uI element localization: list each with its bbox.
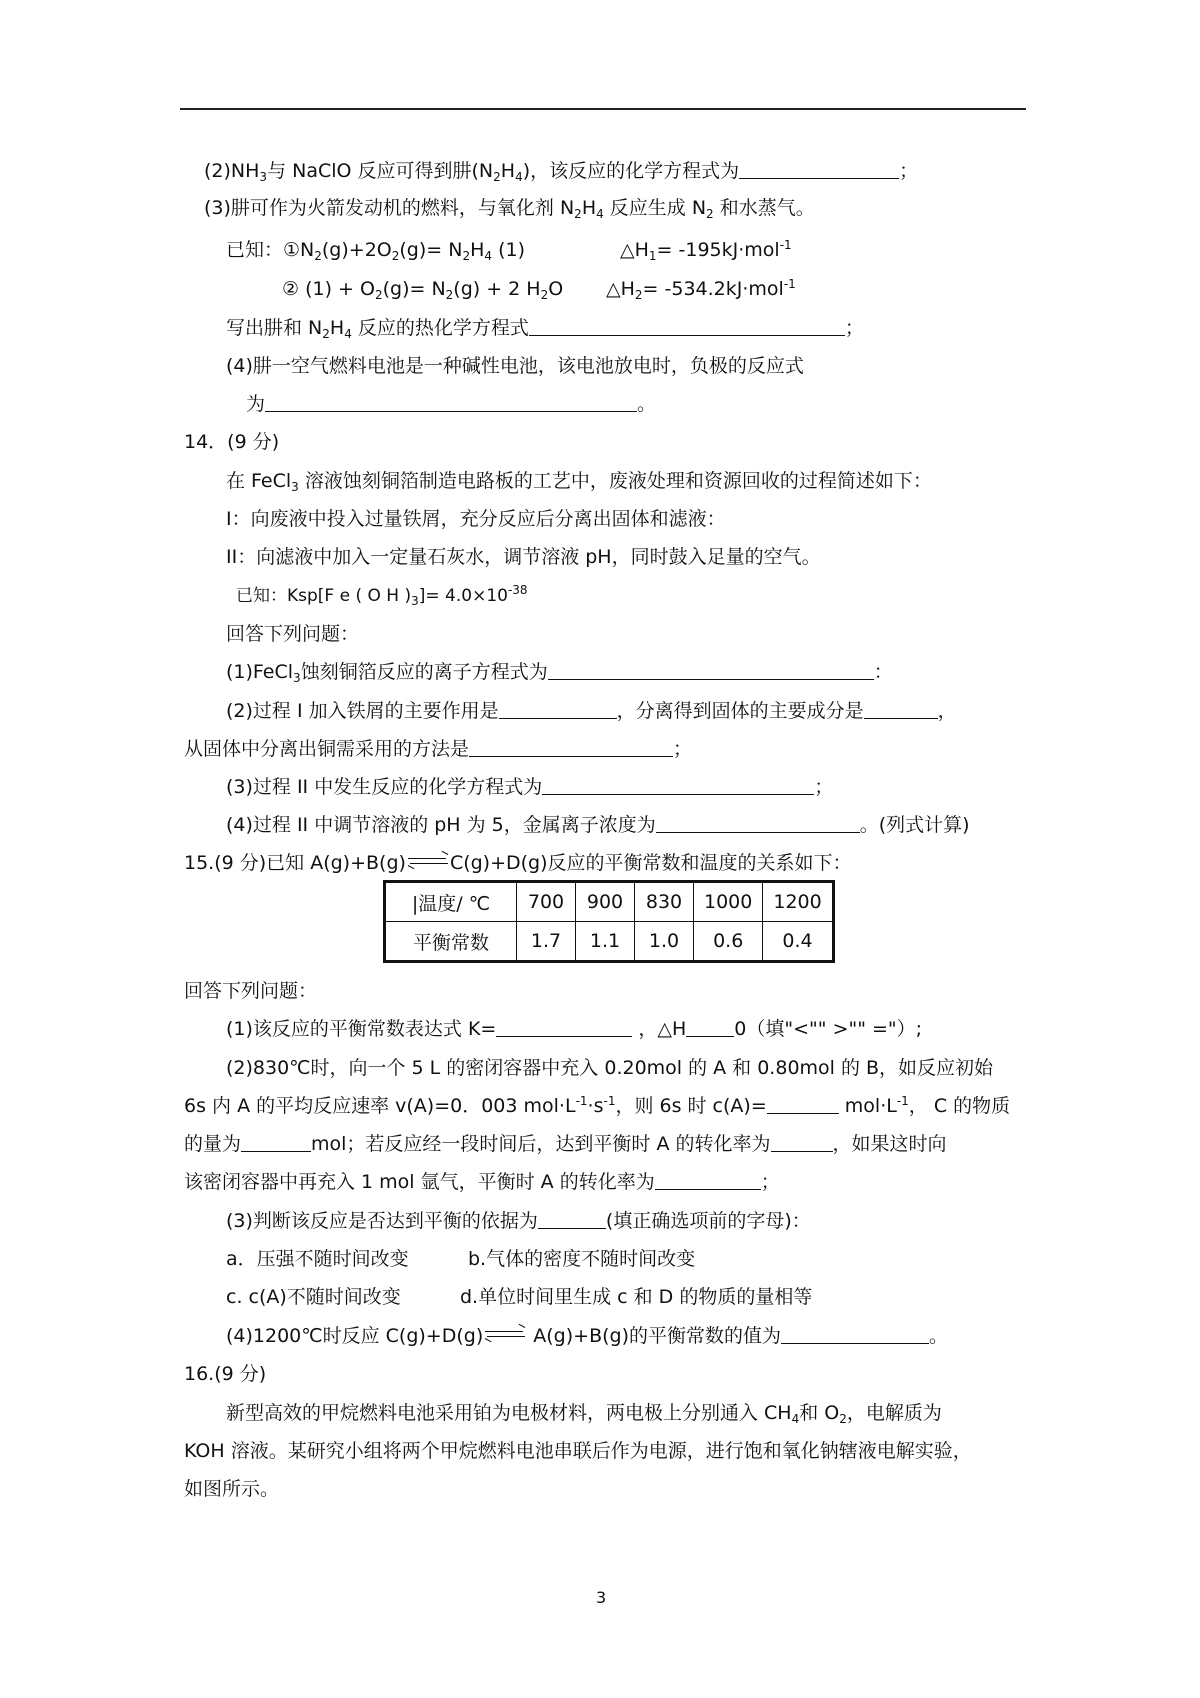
q16-line1: 新型高效的甲烷燃料电池采用铂为电极材料，两电极上分别通入 $CH_4$和 $O_2$，电解质为: [226, 1402, 942, 1426]
answer-blank[interactable]: [656, 814, 860, 833]
q13-part3: (3)肼可作为火箭发动机的燃料，与氧化剂 $N_2H_4$ 反应生成 $N_2$ 和水蒸气。: [204, 197, 815, 221]
q13-dh1: $\triangle H_1= -195kJ\cdot mol^{-1}$: [620, 238, 792, 263]
table-row: [385, 922, 834, 962]
table-cell: |温度/ ℃: [385, 882, 517, 922]
q14-part3: (3)过程 II 中发生反应的化学方程式为 ；: [226, 776, 834, 798]
table-cell: 0.6: [694, 922, 763, 962]
answer-blank[interactable]: [496, 1018, 632, 1037]
q14-heading: 14．(9 分): [184, 431, 280, 453]
table-cell: 900: [576, 882, 635, 922]
equilibrium-arrow-icon: [485, 1328, 525, 1340]
q14-step2: II：向滤液中加入一定量石灰水，调节溶液 pH，同时鼓入足量的空气。: [226, 546, 821, 568]
answer-blank[interactable]: [767, 1095, 839, 1114]
table-cell: 1200: [763, 882, 833, 922]
table-cell: 700: [517, 882, 576, 922]
q14-intro: 在 FeCl$_3$ 溶液蚀刻铜箔制造电路板的工艺中，废液处理和资源回收的过程简述如下：: [226, 470, 932, 494]
answer-blank[interactable]: [469, 738, 673, 757]
equilibrium-arrow-icon: [408, 855, 448, 867]
table-cell: 平衡常数: [385, 922, 517, 962]
q15-heading: 15.(9 分)已知 A(g)+B(g) C(g)+D(g)反应的平衡常数和温度的关系如下：: [184, 852, 852, 874]
q14-part1: (1)FeCl$_3$蚀刻铜箔反应的离子方程式为 ：: [226, 661, 893, 685]
answer-blank[interactable]: [864, 700, 938, 719]
answer-blank[interactable]: [771, 1133, 833, 1152]
page-number: 3: [596, 1588, 607, 1607]
answer-blank[interactable]: [529, 317, 845, 336]
equilibrium-constant-table: [383, 880, 835, 963]
q14-part2-line2: 从固体中分离出铜需采用的方法是 ；: [184, 738, 693, 760]
q13-part4: (4)肼一空气燃料电池是一种碱性电池，该电池放电时，负极的反应式: [226, 355, 804, 377]
q15-part2-line1: (2)830℃时，向一个 5 L 的密闭容器中充入 0.20mol 的 A 和 0.80mol 的 B，如反应初始: [226, 1057, 994, 1079]
q15-part2-line4: 该密闭容器中再充入 1 mol 氩气，平衡时 A 的转化率为 ；: [184, 1171, 780, 1193]
table-cell: 1000: [694, 882, 763, 922]
answer-blank[interactable]: [781, 1325, 929, 1344]
q16-line2: KOH 溶液。某研究小组将两个甲烷燃料电池串联后作为电源，进行饱和氧化钠辖液电解实验，: [184, 1440, 972, 1462]
answer-blank[interactable]: [548, 661, 874, 680]
q15-option-c: c. c(A)不随时间改变: [226, 1286, 401, 1308]
q15-part2-line3: 的量为 mol；若反应经一段时间后，达到平衡时 A 的转化率为 ，如果这时向: [184, 1133, 947, 1155]
q15-option-d: d.单位时间里生成 c 和 D 的物质的量相等: [460, 1286, 813, 1308]
answer-blank[interactable]: [686, 1018, 734, 1037]
table-cell: 1.1: [576, 922, 635, 962]
q15-part1: (1)该反应的平衡常数表达式 K= ，△H 0（填"<"" >"" ="）;: [226, 1018, 923, 1040]
q14-part4: (4)过程 II 中调节溶液的 pH 为 5，金属离子浓度为 。(列式计算): [226, 814, 970, 836]
q14-answer: 回答下列问题：: [226, 623, 360, 645]
q14-ksp: 已知：Ksp[F e ( O H )$_3]= 4.0\times 10^{-38}$: [236, 583, 528, 608]
q14-step1: I：向废液中投入过量铁屑，充分反应后分离出固体和滤液：: [226, 508, 726, 530]
answer-blank[interactable]: [265, 393, 637, 412]
answer-blank[interactable]: [655, 1171, 761, 1190]
q15-part4: (4)1200℃时反应 C(g)+D(g) A(g)+B(g)的平衡常数的值为 。: [226, 1325, 949, 1347]
answer-blank[interactable]: [542, 776, 814, 795]
answer-blank[interactable]: [739, 160, 899, 179]
q13-part2: $(2)NH_3$与 NaClO 反应可得到肼$(N_2H_4)$，该反应的化学方程式为 ；: [204, 160, 919, 184]
q13-known-2: ② $(1) + O_2(g)= N_2(g) + 2$ $H_2O$: [282, 278, 564, 302]
table-cell: 1.0: [635, 922, 694, 962]
q15-part3: (3)判断该反应是否达到平衡的依据为 (填正确选项前的字母)：: [226, 1210, 811, 1232]
q15-answer: 回答下列问题：: [184, 980, 318, 1002]
table-cell: 1.7: [517, 922, 576, 962]
table-cell: 0.4: [763, 922, 833, 962]
q13-dh2: $\triangle H_2= -534.2kJ\cdot mol^{-1}$: [606, 277, 796, 302]
table-cell: 830: [635, 882, 694, 922]
q13-part4-line2: 为 。: [246, 393, 657, 415]
q15-option-a: a．压强不随时间改变: [226, 1248, 409, 1270]
q15-part2-line2: 6s 内 A 的平均反应速率 v(A)=0．003 $mol\cdot L^{-1}\cdot s^{-1}$，则 6s 时 $c(A)= mol\cdot L^{-1}$， C 的物质: [184, 1094, 1011, 1117]
answer-blank[interactable]: [241, 1133, 311, 1152]
q16-line3: 如图所示。: [184, 1478, 280, 1500]
q16-heading: 16.(9 分): [184, 1363, 267, 1385]
q13-known-1: 已知：$①N_2(g)+2O_2(g)= N_2H_4$ (1): [226, 239, 525, 263]
answer-blank[interactable]: [538, 1210, 606, 1229]
q13-write-equation: 写出肼和 $N_2H_4$ 反应的热化学方程式 ；: [226, 317, 864, 341]
q15-option-b: b.气体的密度不随时间改变: [468, 1248, 696, 1270]
header-rule: [180, 108, 1026, 110]
answer-blank[interactable]: [499, 700, 617, 719]
q14-part2: (2)过程 I 加入铁屑的主要作用是 ，分离得到固体的主要成分是 ，: [226, 700, 957, 722]
table-row: [385, 882, 834, 922]
